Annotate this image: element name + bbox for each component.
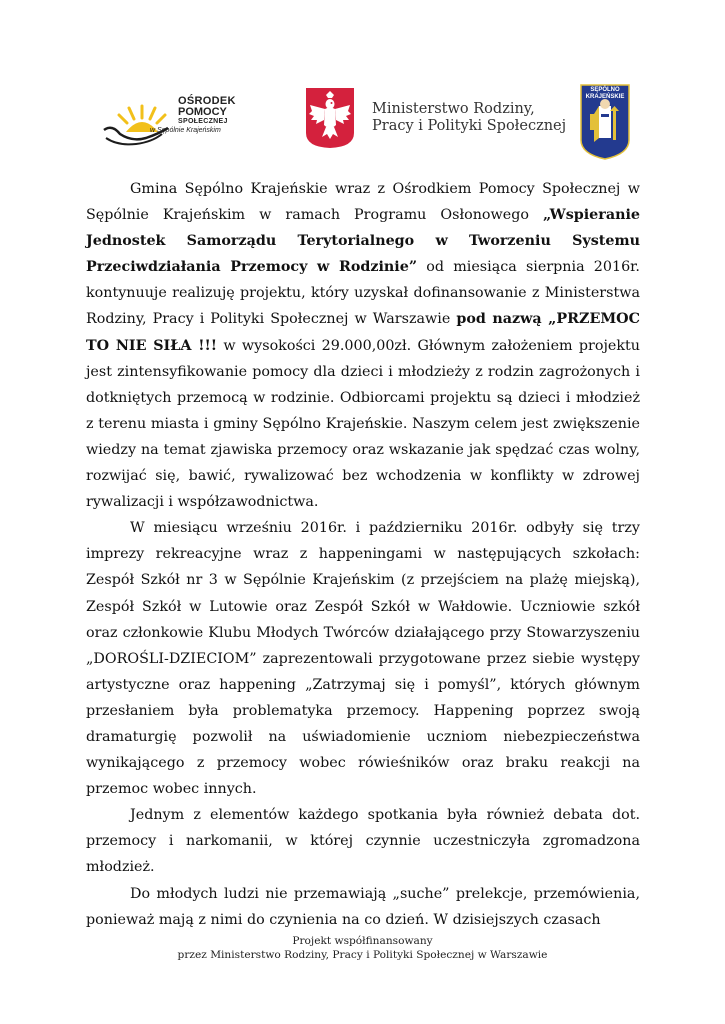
ministry-line1: Ministerstwo Rodziny,	[372, 101, 535, 117]
article-body	[86, 176, 640, 933]
paragraph-1	[86, 176, 640, 515]
project-name: pod nazwą „PRZEMOC TO NIE SIŁA !!!	[86, 311, 640, 354]
crest-label-line2: KRAJEŃSKIE	[585, 93, 625, 100]
polish-eagle-icon	[305, 87, 355, 149]
p1-text-2: od miesiąca sierpnia 2016r. kontynuuje realizuję projektu, który uzyskał dofinansowanie z Ministerstwa Rodziny, Pracy i Polityki Społecznej w Warszawie	[86, 259, 640, 328]
paragraph-2: W miesiącu wrześniu 2016r. i październiku 2016r. odbyły się trzy imprezy rekreacyjne wraz z happeningami w następujących szkołach: Zespół Szkół nr 3 w Sępólnie Krajeńskim (z przejściem na plażę miejską), Zespół Szkół w Lutowie oraz Zespół Szkół w Wałdowie. Uczniowie szkół oraz członkowie Klubu Młodych Twórców działającego przy Stowarzyszeniu „DOROŚLI-DZIECIOM” zaprezentowali przygotowane przez siebie występy artystyczne oraz happening „Zatrzymaj się i pomyśl”, których głównym przesłaniem była problematyka przemocy. Happening poprzez swoją dramaturgię pozwolił na uświadomienie uczniom niebezpieczeństwa wynikającego z przemocy wobec rówieśników oraz braku reakcji na przemoc wobec innych.	[86, 520, 640, 798]
paragraph-4: Do młodych ludzi nie przemawiają „suche” prelekcje, przemówienia, ponieważ mają z nimi do czynienia na co dzień. W dzisiejszych czasach	[86, 885, 640, 928]
ops-logo-line3: SPOŁECZNEJ	[178, 118, 228, 125]
footer-line1: Projekt współfinansowany	[292, 935, 433, 947]
ministry-line2: Pracy i Polityki Społecznej	[372, 118, 567, 134]
ops-logo	[102, 94, 236, 154]
crest-label-line1: SĘPÓLNO	[590, 87, 620, 93]
ops-logo-line1: OŚRODEK	[178, 95, 236, 107]
ops-logo-line2: POMOCY	[178, 106, 227, 118]
ops-logo-text	[150, 95, 236, 135]
p1-text-1: Gmina Sępólno Krajeńskie wraz z Ośrodkiem Pomocy Społecznej w Sępólnie Krajeńskim w ramach Programu Osłonowego	[86, 181, 640, 224]
header-logos	[0, 82, 725, 162]
footer-line2: przez Ministerstwo Rodziny, Pracy i Polityki Społecznej w Warszawie	[177, 949, 548, 961]
ministry-logo-text	[372, 101, 566, 135]
program-name: „Wspieranie Jednostek Samorządu Terytorialnego w Tworzeniu Systemu Przeciwdziałania Przemocy w Rodzinie”	[86, 207, 640, 276]
page-footer	[0, 934, 725, 962]
crest-label	[580, 87, 630, 100]
sun-hands-icon	[102, 94, 182, 154]
p1-text-3: w wysokości 29.000,00zł. Głównym założeniem projektu jest zintensyfikowanie pomocy dla dzieci i młodzieży z rodzin zagrożonych i dotkniętych przemocą w rodzinie. Odbiorcami projektu są dzieci i młodzież z terenu miasta i gminy Sępólno Krajeńskie. Naszym celem jest zwiększenie wiedzy na temat zjawiska przemocy oraz wskazanie jak spędzać czas wolny, rozwijać się, bawić, rywalizować bez wchodzenia w konflikty w zdrowej rywalizacji i współzawodnictwa.	[86, 337, 640, 511]
paragraph-3: Jednym z elementów każdego spotkania była również debata dot. przemocy i narkomanii, w której czynnie uczestniczyła zgromadzona młodzież.	[86, 807, 640, 876]
ops-logo-line4: w Sępólnie Krajeńskim	[150, 127, 221, 134]
sepolno-crest	[580, 84, 630, 160]
